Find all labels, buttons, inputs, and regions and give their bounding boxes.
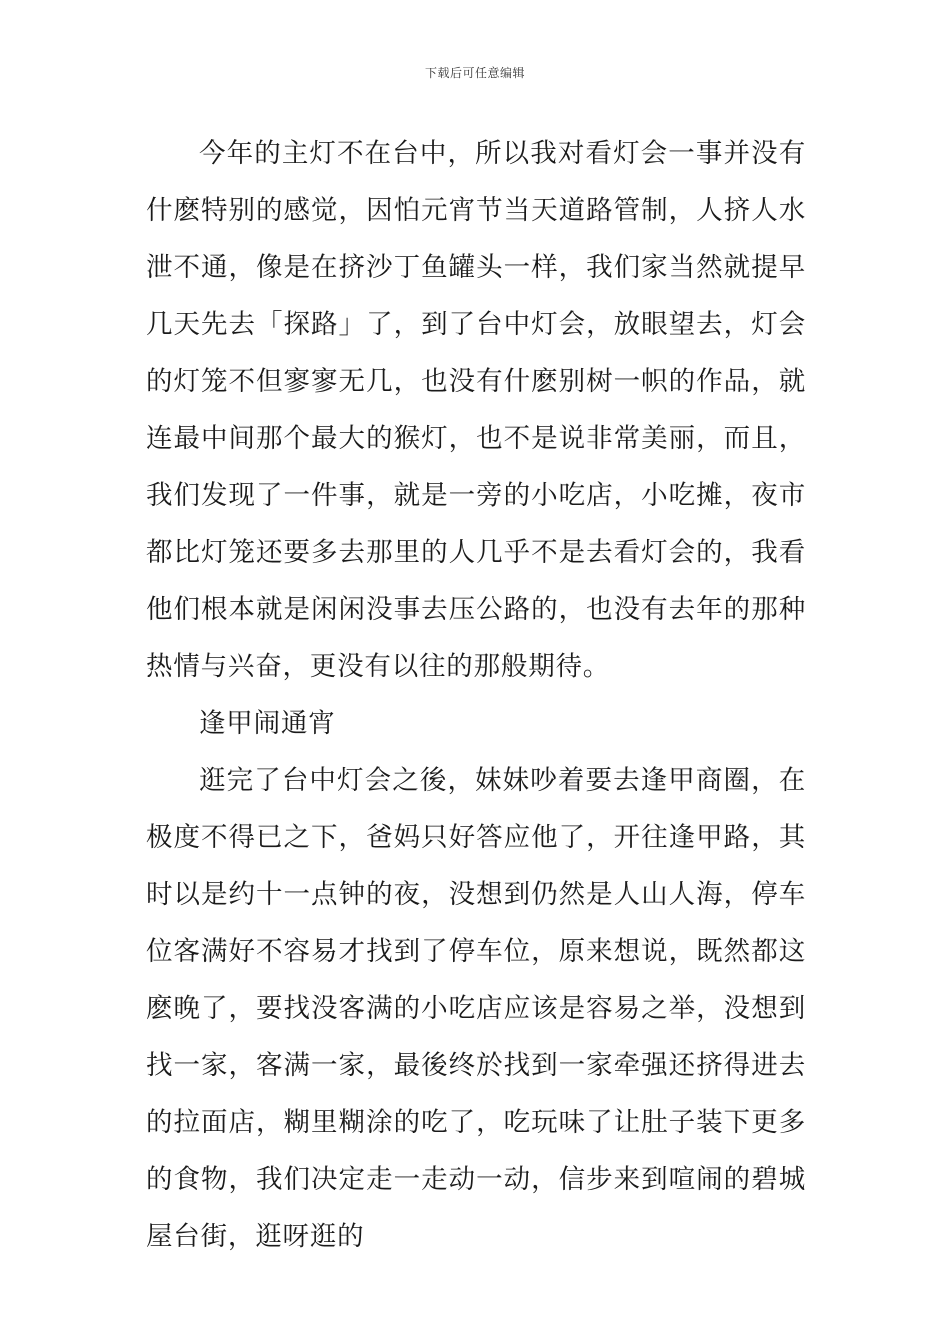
paragraph-fengjia-night: 逛完了台中灯会之後，妹妹吵着要去逢甲商圈，在极度不得已之下，爸妈只好答应他了，开往逢甲路，其时以是约十一点钟的夜，没想到仍然是人山人海，停车位客满好不容易才找到了停车位，原来想说，既然都这麽晚了，要找没客满的小吃店应该是容易之举，没想到找一家，客满一家，最後终於找到一家牵强还挤得进去的拉面店，糊里糊涂的吃了，吃玩味了让肚子装下更多的食物，我们决定走一走动一动，信步来到喧闹的碧城屋台街，逛呀逛的 (146, 765, 806, 1252)
paragraph-lantern-festival: 今年的主灯不在台中，所以我对看灯会一事并没有什麽特别的感觉，因怕元宵节当天道路管制，人挤人水泄不通，像是在挤沙丁鱼罐头一样，我们家当然就提早几天先去「探路」了，到了台中灯会，放眼望去，灯会的灯笼不但寥寥无几，也没有什麽别树一帜的作品，就连最中间那个最大的猴灯，也不是说非常美丽，而且，我们发现了一件事，就是一旁的小吃店，小吃摊，夜市都比灯笼还要多去那里的人几乎不是去看灯会的，我看他们根本就是闲闲没事去压公路的，也没有去年的那种热情与兴奋，更没有以往的那般期待。 (146, 138, 806, 682)
section-heading-fengjia: 逢甲闹通宵 (199, 708, 336, 739)
page-header-note: 下载后可任意编辑 (424, 66, 525, 80)
document-body (146, 125, 806, 1265)
